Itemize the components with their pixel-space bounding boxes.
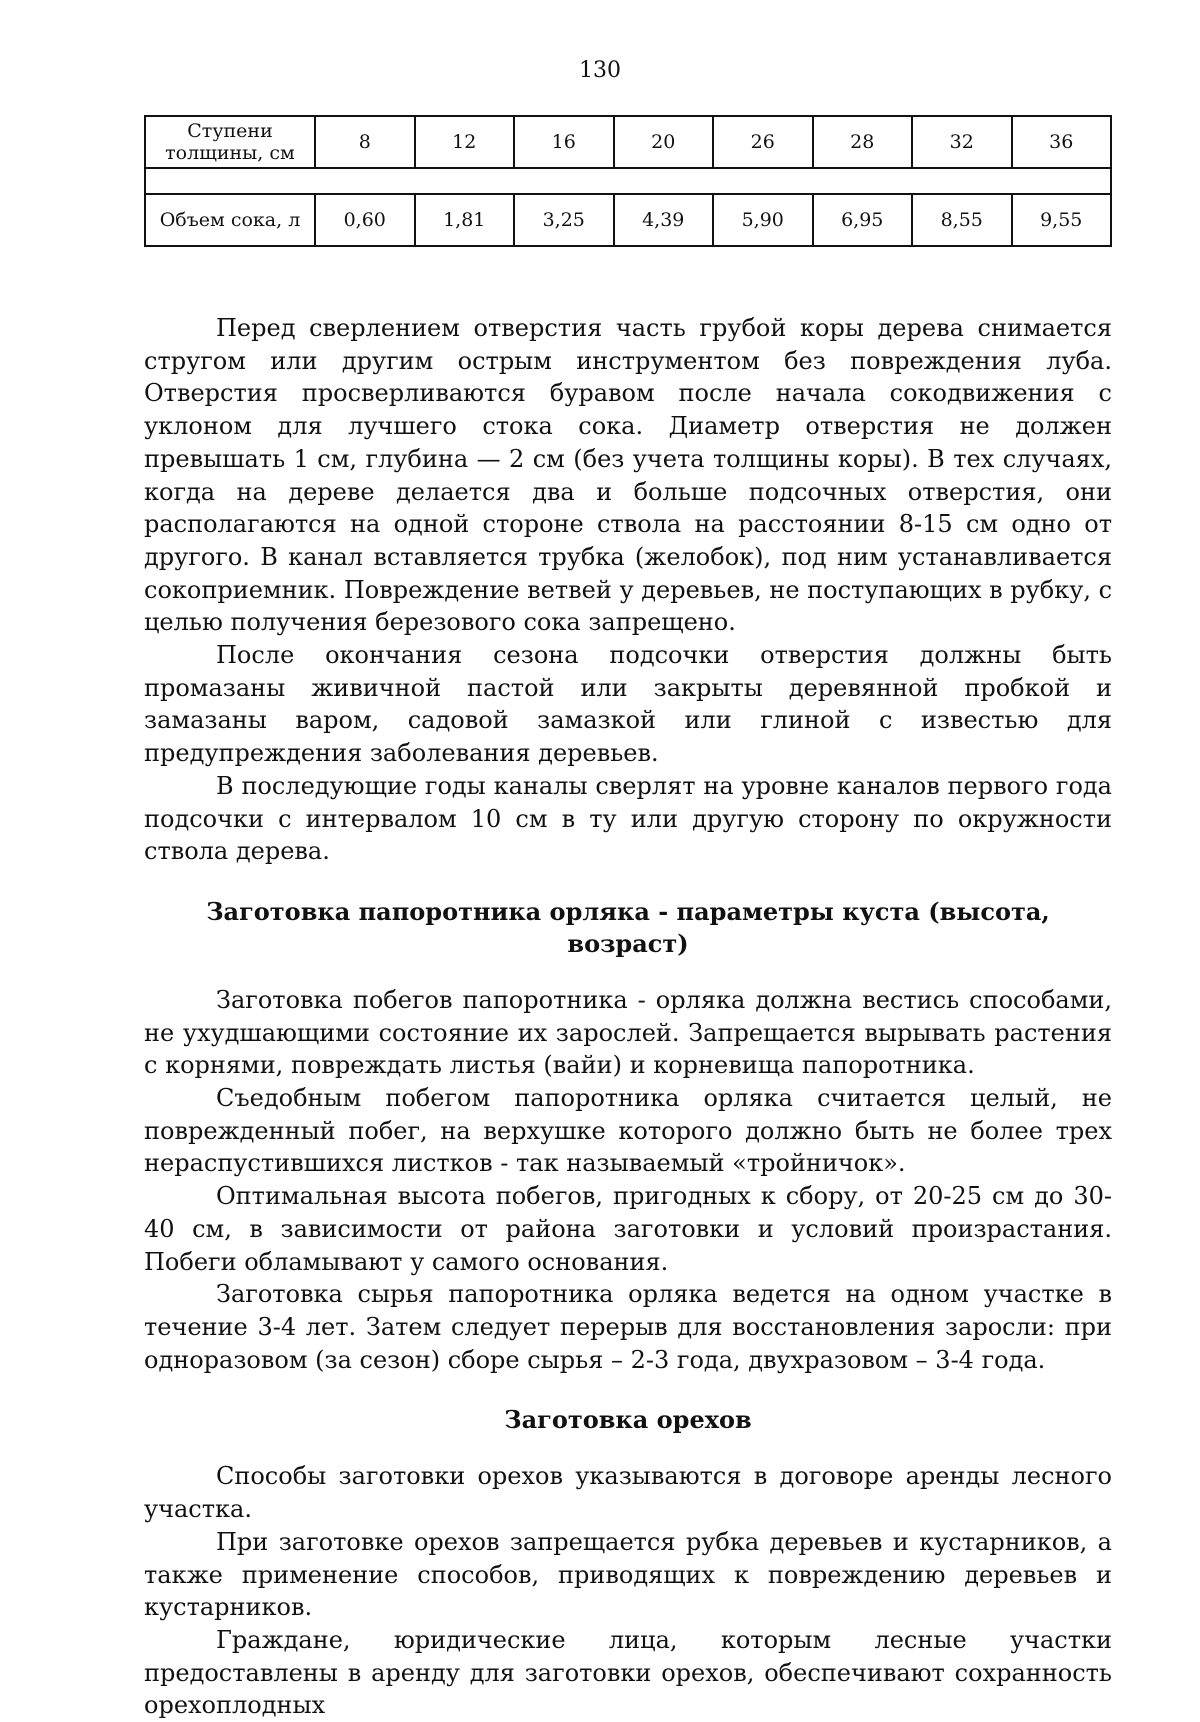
- table-cell: 3,25: [514, 194, 614, 246]
- table-cell: 16: [514, 116, 614, 168]
- table-row-volume: [145, 194, 1111, 246]
- table-cell: 12: [415, 116, 515, 168]
- paragraph: Граждане, юридические лица, которым лесные участки предоставлены в аренду для заготовки орехов, обеспечивают сохранность орехоплодных: [144, 1625, 1112, 1720]
- page-number: 130: [579, 58, 621, 83]
- table-empty-cell: [145, 168, 1111, 194]
- table-cell: 5,90: [713, 194, 813, 246]
- paragraph: После окончания сезона подсочки отверстия должны быть промазаны живичной пастой или закрыты деревянной пробкой и замазаны варом, садовой замазкой или глиной с известью для предупреждения заболевания деревьев.: [144, 641, 1112, 768]
- paragraph: Оптимальная высота побегов, пригодных к сбору, от 20-25 см до 30-40 см, в зависимости от района заготовки и условий произрастания. Побеги обламывают у самого основания.: [144, 1182, 1112, 1276]
- paragraph: Заготовка сырья папоротника орляка ведется на одном участке в течение 3-4 лет. Затем следует перерыв для восстановления заросли: при одноразовом (за сезон) сборе сырья – 2-3 года, двухразовом – 3-4 года.: [144, 1280, 1112, 1374]
- table-cell: 0,60: [315, 194, 415, 246]
- sap-volume-table: [144, 115, 1112, 247]
- table-cell: 9,55: [1012, 194, 1112, 246]
- table-cell: 20: [614, 116, 714, 168]
- paragraph: При заготовке орехов запрещается рубка деревьев и кустарников, а также применение способов, приводящих к повреждению деревьев и кустарников.: [144, 1527, 1112, 1622]
- table-cell: 36: [1012, 116, 1112, 168]
- table-cell: 26: [713, 116, 813, 168]
- paragraph: Съедобным побегом папоротника орляка считается целый, не поврежденный побег, на верхушке которого должно быть не более трех нераспустившихся листков - так называемый «тройничок».: [144, 1084, 1112, 1178]
- table-cell: 28: [813, 116, 913, 168]
- table-header-label: Ступени толщины, см: [145, 116, 315, 168]
- body-text: [144, 312, 1112, 1722]
- table-cell: 6,95: [813, 194, 913, 246]
- table-cell: 32: [912, 116, 1012, 168]
- table-cell: 8: [315, 116, 415, 168]
- table-cell: 8,55: [912, 194, 1012, 246]
- paragraph: В последующие годы каналы сверлят на уровне каналов первого года подсочки с интервалом 10 см в ту или другую сторону по окружности ствола дерева.: [144, 771, 1112, 866]
- table-row-label: Объем сока, л: [145, 194, 315, 246]
- table-cell: 1,81: [415, 194, 515, 246]
- paragraph: Заготовка побегов папоротника - орляка должна вестись способами, не ухудшающими состояние их зарослей. Запрещается вырывать растения с корнями, повреждать листья (вайи) и корневища папоротника.: [144, 985, 1112, 1080]
- table-row-thickness: [145, 116, 1111, 168]
- table-cell: 4,39: [614, 194, 714, 246]
- section-heading-fern: Заготовка папоротника орляка - параметры куста (высота, возраст): [206, 896, 1050, 958]
- paragraph: Способы заготовки орехов указываются в договоре аренды лесного участка.: [144, 1462, 1112, 1524]
- table-row-empty: [145, 168, 1111, 194]
- paragraph: Перед сверлением отверстия часть грубой коры дерева снимается стругом или другим острым инструментом без повреждения луба. Отверстия просверливаются буравом после начала сокодвижения с уклоном для лучшего стока сока. Диаметр отверстия не должен превышать 1 см, глубина — 2 см (без учета толщины коры). В тех случаях, когда на дереве делается два и больше подсочных отверстия, они располагаются на одной стороне ствола на расстоянии 8-15 см одно от другого. В канал вставляется трубка (желобок), под ним устанавливается сокоприемник. Повреждение ветвей у деревьев, не поступающих в рубку, с целью получения березового сока запрещено.: [144, 314, 1113, 637]
- section-heading-nuts: Заготовка орехов: [504, 1405, 752, 1435]
